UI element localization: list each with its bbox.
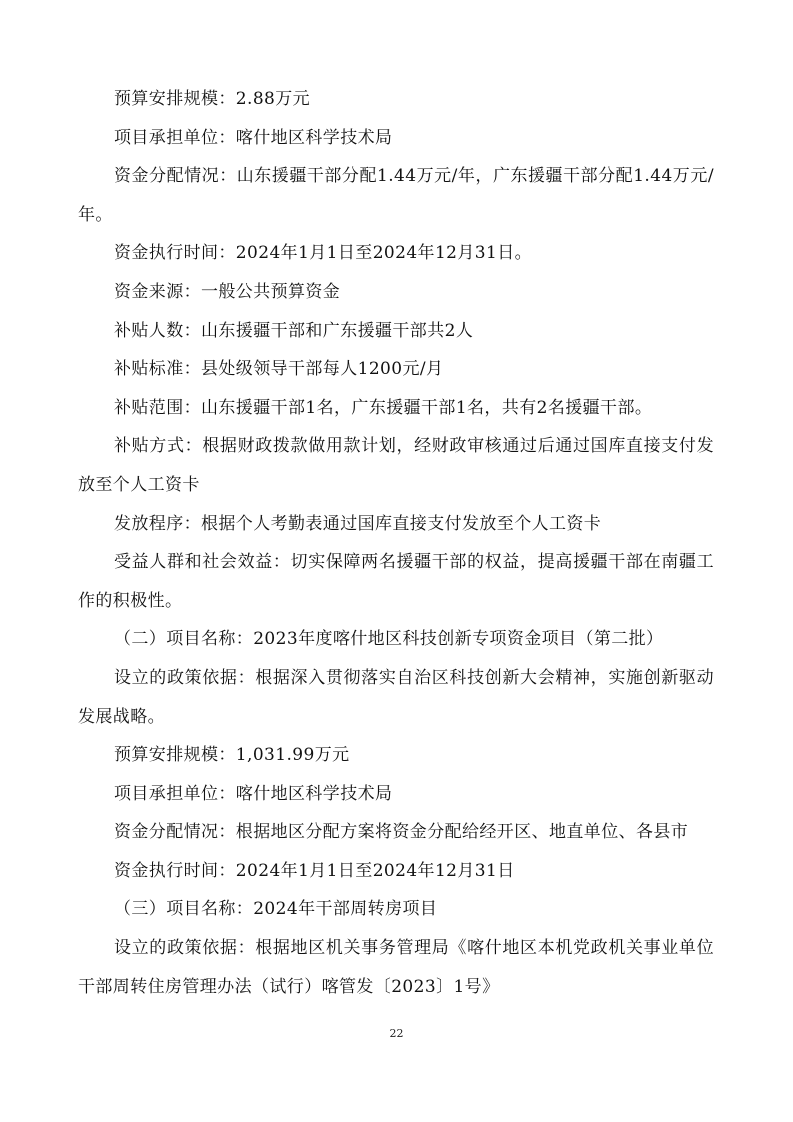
paragraph-distribution-procedure: 发放程序：根据个人考勤表通过国库直接支付发放至个人工资卡 [114,513,602,534]
body-text [78,80,714,1006]
paragraph-beneficiaries: 受益人群和社会效益：切实保障两名援疆干部的权益，提高援疆干部在南疆工作的积极性。 [78,552,714,611]
paragraph-execution-time-1: 资金执行时间：2024年1月1日至2024年12月31日。 [114,243,533,264]
paragraph-undertaking-unit-1: 项目承担单位：喀什地区科学技术局 [114,127,393,148]
paragraph-policy-basis-2: 设立的政策依据：根据深入贯彻落实自治区科技创新大会精神，实施创新驱动发展战略。 [78,667,714,727]
paragraph-policy-basis-3: 设立的政策依据：根据地区机关事务管理局《喀什地区本机党政机关事业单位干部周转住房管理办法（试行）喀管发〔2023〕1号》 [78,938,714,997]
section-heading-project-2: （二）项目名称：2023年度喀什地区科技创新专项资金项目（第二批） [114,629,664,650]
paragraph-fund-source: 资金来源：一般公共预算资金 [114,281,341,302]
page-number: 22 [389,1027,404,1040]
paragraph-undertaking-unit-2: 项目承担单位：喀什地区科学技术局 [114,783,393,804]
paragraph-budget-scale-2: 预算安排规模：1,031.99万元 [114,745,350,766]
paragraph-subsidy-count: 补贴人数：山东援疆干部和广东援疆干部共2人 [114,320,474,341]
paragraph-subsidy-standard: 补贴标准：县处级领导干部每人1200元/月 [114,359,444,380]
paragraph-fund-allocation-2: 资金分配情况：根据地区分配方案将资金分配给经开区、地直单位、各县市 [114,822,689,843]
paragraph-fund-allocation-1: 资金分配情况：山东援疆干部分配1.44万元/年，广东援疆干部分配1.44万元/年。 [78,166,714,225]
section-heading-project-3: （三）项目名称：2024年干部周转房项目 [114,899,438,920]
paragraph-budget-scale-1: 预算安排规模：2.88万元 [114,89,311,109]
paragraph-subsidy-scope: 补贴范围：山东援疆干部1名，广东援疆干部1名，共有2名援疆干部。 [114,397,653,418]
paragraph-execution-time-2: 资金执行时间：2024年1月1日至2024年12月31日 [114,860,515,881]
paragraph-subsidy-method: 补贴方式：根据财政拨款做用款计划，经财政审核通过后通过国库直接支付发放至个人工资卡 [78,436,714,495]
